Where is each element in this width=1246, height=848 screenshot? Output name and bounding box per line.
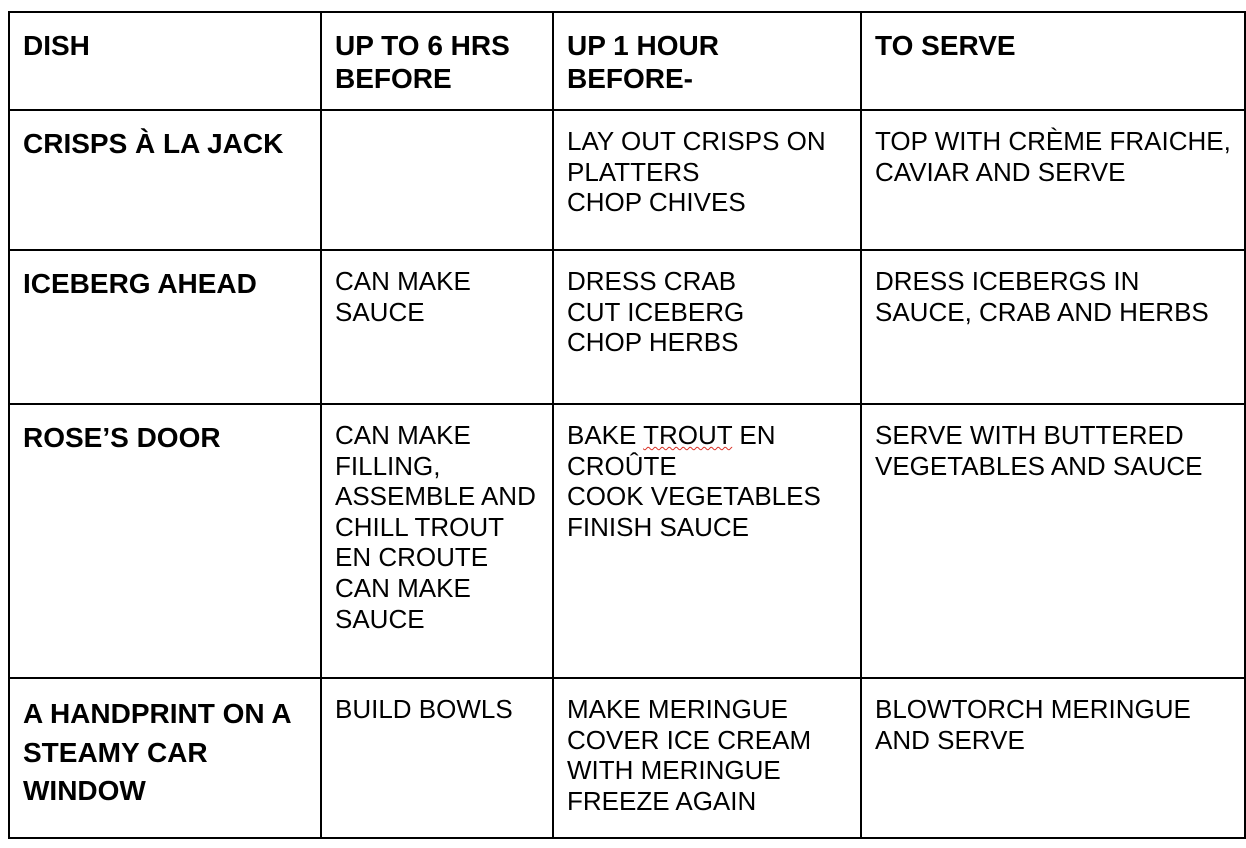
six-hrs-cell: CAN MAKE SAUCE <box>321 250 553 404</box>
prep-schedule-table <box>8 11 1246 839</box>
one-hour-cell <box>553 404 861 678</box>
six-hrs-cell <box>321 110 553 250</box>
table-row <box>9 404 1245 678</box>
dish-cell: ROSE’S DOOR <box>9 404 321 678</box>
one-hour-cell: DRESS CRAB CUT ICEBERG CHOP HERBS <box>553 250 861 404</box>
one-hour-cell: MAKE MERINGUE COVER ICE CREAM WITH MERINGUE FREEZE AGAIN <box>553 678 861 838</box>
dish-cell: CRISPS À LA JACK <box>9 110 321 250</box>
header-up-1-hour: UP 1 HOUR BEFORE- <box>553 12 861 110</box>
dish-cell: A HANDPRINT ON A STEAMY CAR WINDOW <box>9 678 321 838</box>
header-up-to-6-hrs: UP TO 6 HRS BEFORE <box>321 12 553 110</box>
to-serve-cell: BLOWTORCH MERINGUE AND SERVE <box>861 678 1245 838</box>
text-fragment: EN CROÛTE COOK VEGETABLES FINISH SAUCE <box>567 420 821 542</box>
table-row <box>9 250 1245 404</box>
table-header-row <box>9 12 1245 110</box>
table-row <box>9 678 1245 838</box>
six-hrs-cell: BUILD BOWLS <box>321 678 553 838</box>
text-fragment: BAKE <box>567 420 644 450</box>
header-to-serve: TO SERVE <box>861 12 1245 110</box>
dish-cell: ICEBERG AHEAD <box>9 250 321 404</box>
to-serve-cell: SERVE WITH BUTTERED VEGETABLES AND SAUCE <box>861 404 1245 678</box>
to-serve-cell: TOP WITH CRÈME FRAICHE, CAVIAR AND SERVE <box>861 110 1245 250</box>
spellcheck-flagged-word[interactable]: TROUT <box>643 420 733 450</box>
six-hrs-cell: CAN MAKE FILLING, ASSEMBLE AND CHILL TROUT EN CROUTE CAN MAKE SAUCE <box>321 404 553 678</box>
table-row <box>9 110 1245 250</box>
header-dish: DISH <box>9 12 321 110</box>
one-hour-cell: LAY OUT CRISPS ON PLATTERS CHOP CHIVES <box>553 110 861 250</box>
to-serve-cell: DRESS ICEBERGS IN SAUCE, CRAB AND HERBS <box>861 250 1245 404</box>
